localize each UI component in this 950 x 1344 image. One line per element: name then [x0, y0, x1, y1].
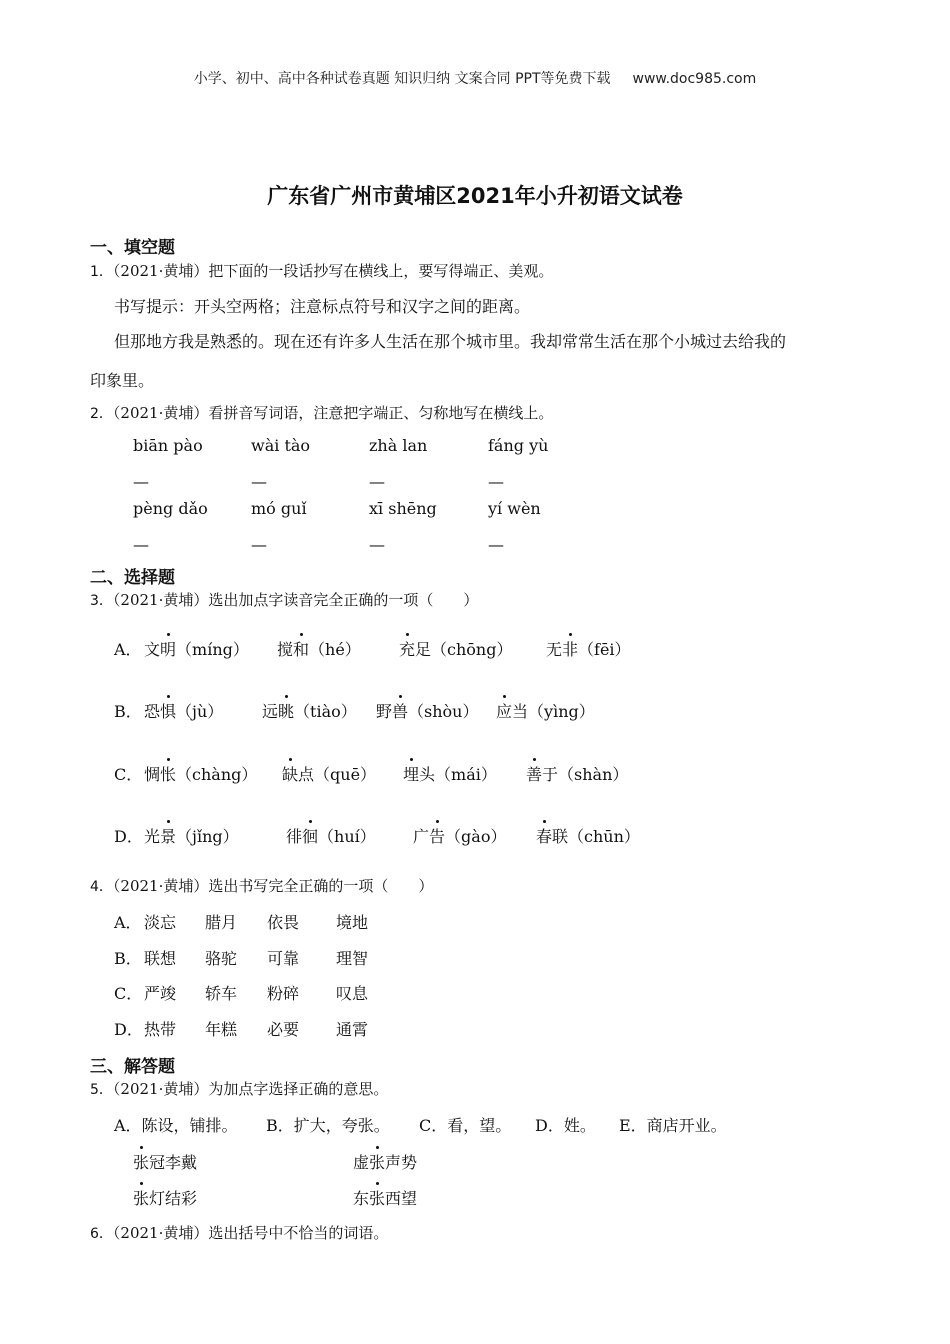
option-word: 轿车	[205, 984, 238, 1003]
option-word: 联想	[144, 949, 177, 968]
option-word: 充足（chōng）	[399, 637, 512, 660]
q5-choice-d: D．姓。	[535, 1116, 596, 1135]
q5-choice-e: E．商店开业。	[619, 1116, 727, 1135]
option-word: 远眺（tiào）	[262, 699, 357, 722]
q4-option-a[interactable]	[114, 910, 369, 933]
option-label: B．	[114, 702, 142, 721]
pinyin-1-3: zhà lan	[369, 436, 428, 455]
question-1	[90, 260, 553, 281]
option-label: C．	[114, 984, 143, 1003]
question-number: 4．	[90, 879, 113, 895]
option-word: 文明（míng）	[144, 637, 249, 660]
q3-option-d[interactable]	[114, 824, 640, 847]
option-word: 徘徊（huí）	[286, 824, 376, 847]
option-word: 骆驼	[205, 949, 238, 968]
option-word: 无非（fēi）	[546, 637, 631, 660]
option-word: 善于（shàn）	[526, 762, 628, 785]
q3-option-a[interactable]	[114, 637, 631, 660]
question-number: 2．	[90, 406, 113, 422]
option-word: 淡忘	[144, 913, 177, 932]
option-label: C．	[114, 765, 143, 784]
answer-blank[interactable]: —	[251, 472, 267, 491]
option-word: 粉碎	[267, 984, 300, 1003]
question-text: （2021·黄埔）选出括号中不恰当的词语。	[112, 1224, 389, 1242]
pinyin-1-4: fáng yù	[488, 436, 549, 455]
q4-option-d[interactable]	[114, 1017, 369, 1040]
option-word: 严竣	[144, 984, 177, 1003]
option-word: 通霄	[336, 1020, 369, 1039]
q1-hint: 书写提示：开头空两格；注意标点符号和汉字之间的距离。	[114, 297, 531, 316]
section-heading-2: 二、选择题	[90, 568, 175, 588]
option-word: 恐惧（jù）	[144, 699, 223, 722]
header-site: www.doc985.com	[632, 71, 757, 87]
question-text: （2021·黄埔）选出书写完全正确的一项（ ）	[112, 877, 434, 895]
section-heading-1: 一、填空题	[90, 238, 175, 258]
option-word: 广告（gào）	[413, 824, 506, 847]
pinyin-2-2: mó guǐ	[251, 499, 307, 518]
answer-blank[interactable]: —	[369, 472, 385, 491]
answer-blank[interactable]: —	[488, 472, 504, 491]
question-2	[90, 402, 553, 423]
answer-blank[interactable]: —	[133, 472, 149, 491]
option-word: 搅和（hé）	[277, 637, 361, 660]
q5-choice-b: B．扩大，夸张。	[266, 1116, 390, 1135]
option-word: 依畏	[267, 913, 300, 932]
option-word: 年糕	[205, 1020, 238, 1039]
question-number: 5．	[90, 1082, 113, 1098]
q5-word-3: 张灯结彩	[133, 1186, 197, 1209]
q5-choice-c: C．看，望。	[419, 1116, 512, 1135]
pinyin-1-2: wài tào	[251, 436, 311, 455]
option-label: D．	[114, 827, 143, 846]
answer-blank[interactable]: —	[488, 535, 504, 554]
q3-option-c[interactable]	[114, 762, 629, 785]
option-word: 埋头（mái）	[403, 762, 497, 785]
question-text: （2021·黄埔）把下面的一段话抄写在横线上，要写得端正、美观。	[112, 262, 554, 280]
q4-option-c[interactable]	[114, 981, 369, 1004]
question-text: （2021·黄埔）选出加点字读音完全正确的一项（ ）	[112, 591, 479, 609]
q4-option-b[interactable]	[114, 946, 369, 969]
option-label: A．	[114, 913, 142, 932]
exam-title: 广东省广州市黄埔区2021年小升初语文试卷	[267, 184, 683, 208]
question-5	[90, 1078, 388, 1099]
q3-option-b[interactable]	[114, 699, 595, 722]
pinyin-2-3: xī shēng	[369, 499, 437, 518]
header-text: 小学、初中、高中各种试卷真题 知识归纳 文案合同 PPT等免费下载	[193, 71, 611, 87]
page-header	[0, 68, 950, 88]
question-text: （2021·黄埔）看拼音写词语，注意把字端正、匀称地写在横线上。	[112, 404, 554, 422]
q5-choice-a: A．陈设，铺排。	[114, 1116, 238, 1135]
question-6	[90, 1222, 388, 1243]
question-number: 1．	[90, 264, 113, 280]
question-3	[90, 589, 478, 610]
q5-word-4: 东张西望	[353, 1186, 417, 1209]
option-word: 应当（yìng）	[496, 699, 595, 722]
pinyin-2-1: pèng dǎo	[133, 499, 208, 518]
question-number: 3．	[90, 593, 113, 609]
option-word: 热带	[144, 1020, 177, 1039]
q1-passage-line-1: 但那地方我是熟悉的。现在还有许多人生活在那个城市里。我却常常生活在那个小城过去给我的	[114, 332, 787, 351]
option-label: A．	[114, 640, 142, 659]
pinyin-1-1: biān pào	[133, 436, 203, 455]
option-word: 光景（jǐng）	[144, 824, 239, 847]
option-word: 必要	[267, 1020, 300, 1039]
option-word: 缺点（quē）	[282, 762, 376, 785]
question-4	[90, 875, 433, 896]
question-text: （2021·黄埔）为加点字选择正确的意思。	[112, 1080, 389, 1098]
pinyin-2-4: yí wèn	[488, 499, 541, 518]
q1-passage-line-2: 印象里。	[90, 371, 155, 390]
option-word: 可靠	[267, 949, 300, 968]
section-heading-3: 三、解答题	[90, 1057, 175, 1077]
q5-word-1: 张冠李戴	[133, 1150, 197, 1173]
option-label: D．	[114, 1020, 143, 1039]
option-word: 理智	[336, 949, 369, 968]
option-label: B．	[114, 949, 142, 968]
question-number: 6．	[90, 1226, 113, 1242]
answer-blank[interactable]: —	[133, 535, 149, 554]
option-word: 境地	[336, 913, 369, 932]
answer-blank[interactable]: —	[369, 535, 385, 554]
option-word: 春联（chūn）	[536, 824, 640, 847]
q5-word-2: 虚张声势	[353, 1150, 417, 1173]
answer-blank[interactable]: —	[251, 535, 267, 554]
option-word: 惆怅（chàng）	[144, 762, 257, 785]
option-word: 野兽（shòu）	[376, 699, 479, 722]
option-word: 腊月	[205, 913, 238, 932]
option-word: 叹息	[336, 984, 369, 1003]
